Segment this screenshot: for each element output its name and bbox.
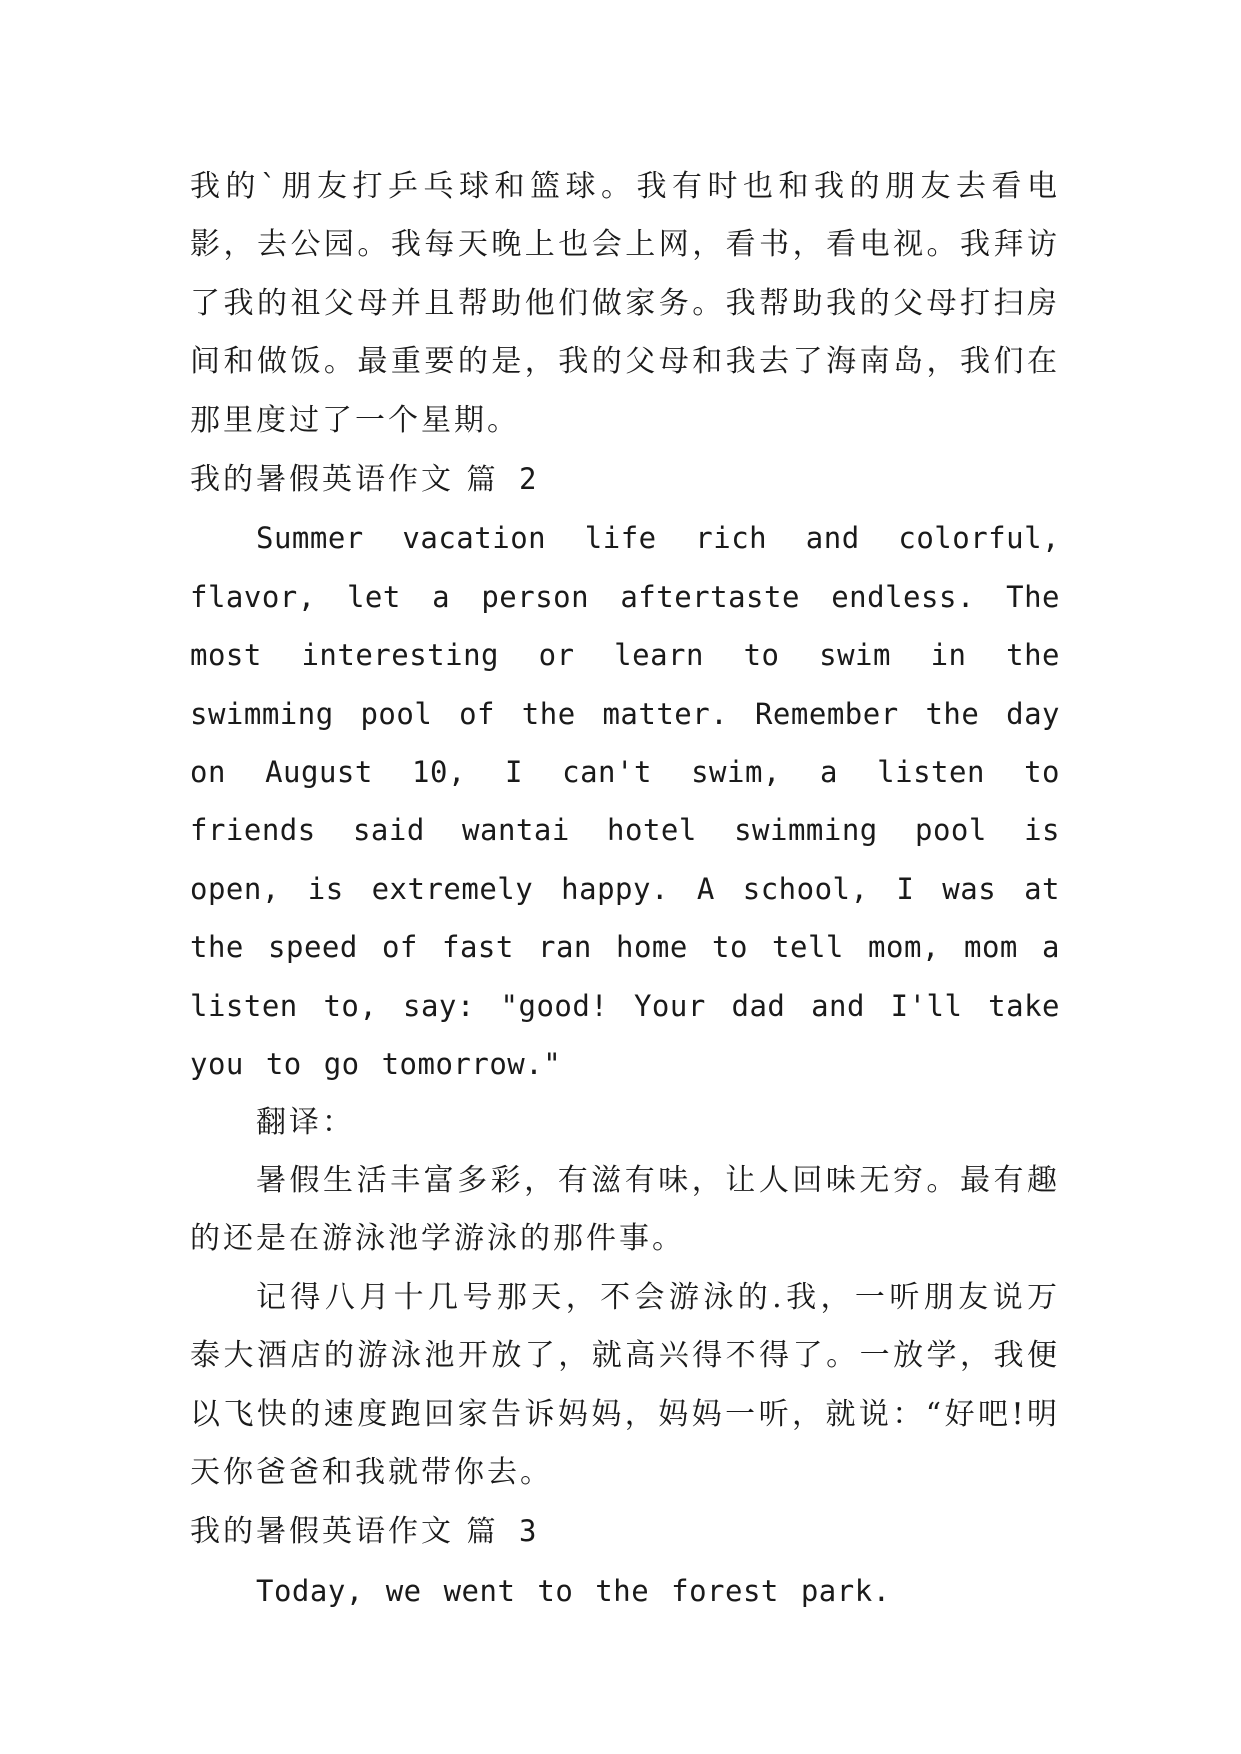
paragraph-translation-label: 翻译： — [256, 1104, 355, 1140]
paragraph-english-essay: Summer vacation life rich and colorful, flavor, let a person aftertaste endless. The most interesting or learn to swim in the swimming pool of the matter. Remember the day on August 10, I can't swim, a listen to friends said wantai hotel swimming pool is open, is extremely happy. A school, I was at the speed of fast ran home to tell mom, mom a listen to, say: "good! Your dad and I'll take you to go tomorrow." — [190, 521, 1060, 1082]
document-body — [190, 158, 1060, 1620]
section-heading-3-title: 我的暑假英语作文 — [190, 1514, 454, 1550]
section-heading-3-number: 篇 3 — [466, 1514, 540, 1549]
section-heading-2-title: 我的暑假英语作文 — [190, 462, 454, 498]
paragraph-translation-intro: 暑假生活丰富多彩，有滋有味，让人回味无穷。最有趣的还是在游泳池学游泳的那件事。 — [190, 1162, 1060, 1257]
section-heading-3 — [190, 1502, 1060, 1561]
section-heading-2-number: 篇 2 — [466, 462, 540, 497]
section-heading-2 — [190, 450, 1060, 509]
paragraph-translation-story: 记得八月十几号那天，不会游泳的.我，一听朋友说万泰大酒店的游泳池开放了，就高兴得不得了。一放学，我便以飞快的速度跑回家告诉妈妈，妈妈一听，就说：“好吧!明天你爸爸和我就带你去。 — [190, 1279, 1060, 1490]
paragraph-forest-park: Today, we went to the forest park. — [256, 1573, 891, 1608]
paragraph-summer-activities: 我的`朋友打乒乓球和篮球。我有时也和我的朋友去看电影，去公园。我每天晚上也会上网，看书，看电视。我拜访了我的祖父母并且帮助他们做家务。我帮助我的父母打扫房间和做饭。最重要的是，我的父母和我去了海南岛，我们在那里度过了一个星期。 — [190, 169, 1060, 438]
